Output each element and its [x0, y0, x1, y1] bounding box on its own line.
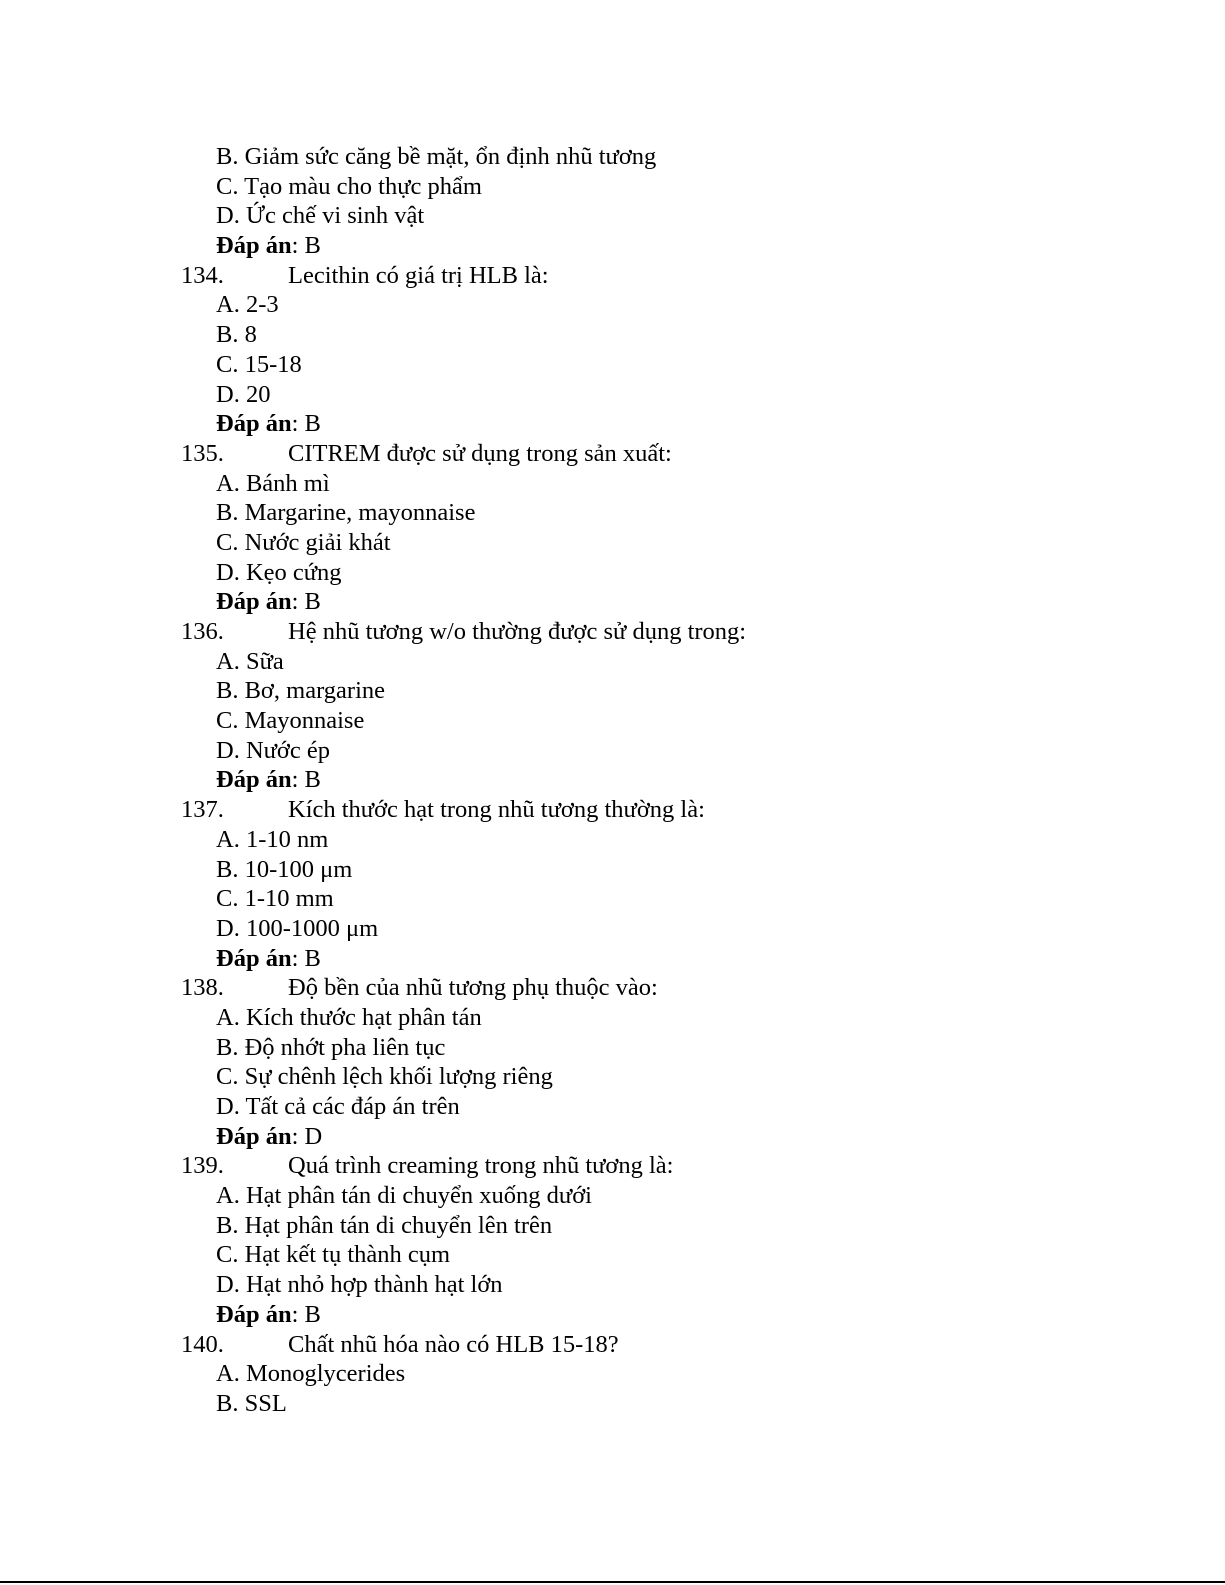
option-line: A. Hạt phân tán di chuyển xuống dưới [216, 1182, 592, 1210]
option-line: A. Monoglycerides [216, 1360, 406, 1388]
option-line: C. 1-10 mm [216, 885, 334, 913]
answer-line: Đáp án: B [216, 1300, 321, 1328]
answer-line: Đáp án: B [216, 588, 321, 616]
question-line [0, 439, 1225, 469]
question-number: 134. [181, 261, 224, 289]
question-text: Chất nhũ hóa nào có HLB 15-18? [288, 1330, 619, 1358]
option-line: A. Bánh mì [216, 469, 330, 497]
option-line: C. Mayonnaise [216, 707, 365, 735]
answer-value: D [304, 1122, 323, 1150]
question-line [0, 261, 1225, 291]
question-text: Lecithin có giá trị HLB là: [288, 261, 549, 289]
answer-value: B [304, 232, 321, 260]
answer-line: Đáp án: B [216, 944, 321, 972]
answer-line: Đáp án: D [216, 1122, 323, 1150]
answer-value: B [304, 944, 321, 972]
question-number: 136. [181, 618, 224, 645]
option-line: B. 8 [216, 321, 257, 349]
document-page [0, 142, 1225, 1419]
option-line: D. Tất cả các đáp án trên [216, 1093, 460, 1120]
question-line [0, 795, 1225, 825]
option-line: B. Bơ, margarine [216, 677, 385, 705]
answer-value: B [304, 588, 321, 616]
answer-line: Đáp án: B [216, 232, 321, 260]
question-number: 139. [181, 1152, 224, 1180]
answer-label: Đáp án [216, 410, 292, 438]
option-line: B. 10-100 μm [216, 855, 353, 883]
option-line: A. 2-3 [216, 291, 279, 319]
answer-value: B [304, 766, 321, 794]
option-line: D. Ức chế vi sinh vật [216, 202, 425, 230]
option-line: B. Hạt phân tán di chuyển lên trên [216, 1211, 553, 1239]
option-line: A. 1-10 nm [216, 825, 329, 853]
question-line [0, 973, 1225, 1003]
answer-label: Đáp án [216, 232, 292, 260]
option-line: D. Hạt nhỏ hợp thành hạt lớn [216, 1271, 503, 1299]
question-text: Kích thước hạt trong nhũ tương thường là: [288, 796, 705, 824]
answer-label: Đáp án [216, 1122, 292, 1150]
page-bottom-rule [0, 1581, 1225, 1583]
question-text: Hệ nhũ tương w/o thường được sử dụng trong: [288, 618, 747, 645]
option-line: A. Sữa [216, 647, 284, 675]
option-line: D. 100-1000 μm [216, 914, 379, 942]
option-line: D. 20 [216, 380, 271, 408]
answer-label: Đáp án [216, 944, 292, 972]
option-line: C. 15-18 [216, 350, 302, 378]
question-number: 140. [181, 1330, 224, 1358]
option-line: C. Tạo màu cho thực phẩm [216, 172, 482, 200]
question-line [0, 1151, 1225, 1181]
answer-label: Đáp án [216, 588, 292, 616]
option-line: D. Kẹo cứng [216, 558, 342, 586]
question-number: 135. [181, 439, 224, 467]
question-text: CITREM được sử dụng trong sản xuất: [288, 439, 672, 467]
option-line: B. Độ nhớt pha liên tục [216, 1033, 446, 1061]
question-text: Độ bền của nhũ tương phụ thuộc vào: [288, 974, 658, 1002]
option-line: C. Sự chênh lệch khối lượng riêng [216, 1063, 553, 1091]
answer-line: Đáp án: B [216, 766, 321, 794]
question-number: 137. [181, 796, 224, 824]
option-line: C. Nước giải khát [216, 528, 391, 556]
option-line: D. Nước ép [216, 736, 330, 764]
option-line: A. Kích thước hạt phân tán [216, 1003, 482, 1031]
question-number: 138. [181, 974, 224, 1002]
question-line [0, 1330, 1225, 1360]
answer-label: Đáp án [216, 766, 292, 794]
answer-line: Đáp án: B [216, 410, 321, 438]
answer-value: B [304, 1300, 321, 1328]
answer-label: Đáp án [216, 1300, 292, 1328]
option-line: B. Giảm sức căng bề mặt, ổn định nhũ tương [216, 143, 657, 170]
answer-value: B [304, 410, 321, 438]
option-line: B. SSL [216, 1389, 287, 1417]
option-line: B. Margarine, mayonnaise [216, 499, 476, 527]
question-text: Quá trình creaming trong nhũ tương là: [288, 1152, 674, 1180]
option-line: C. Hạt kết tụ thành cụm [216, 1241, 451, 1269]
question-line [0, 617, 1225, 647]
